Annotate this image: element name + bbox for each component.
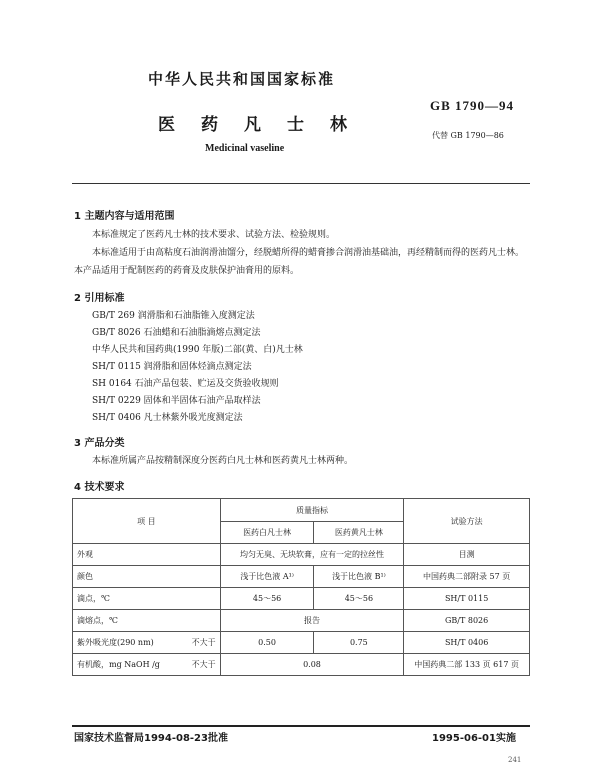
table-row (73, 610, 530, 632)
row-item (73, 654, 221, 676)
row-item: 滴点，℃ (73, 588, 221, 610)
row-method: 中国药典二部 133 页 617 页 (404, 654, 530, 676)
row-item-limit: 不大于 (191, 638, 216, 647)
row-item-label: 有机酸，mg NaOH /g (77, 660, 160, 669)
table-row (73, 544, 530, 566)
section-heading-scope: 1 主题内容与适用范围 (74, 211, 175, 222)
national-standard-heading: 中华人民共和国国家标准 (148, 70, 336, 88)
standard-number: GB 1790—94 (430, 98, 515, 113)
header-quality: 质量指标 (220, 499, 404, 522)
reference-item: GB/T 8026 石油蜡和石油脂滴熔点测定法 (92, 328, 261, 338)
row-item-label: 紫外吸光度(290 nm) (77, 638, 154, 647)
page-number: 241 (508, 756, 522, 764)
reference-item: SH/T 0406 凡士林紫外吸光度测定法 (92, 413, 243, 423)
document-title: 医药凡士林 (158, 115, 373, 135)
technical-requirements-table (72, 498, 530, 676)
replaces-standard: 代替 GB 1790—86 (432, 131, 504, 140)
implementation-date: 1995-06-01实施 (432, 733, 516, 744)
row-value-yellow: 45～56 (314, 588, 404, 610)
row-item: 外观 (73, 544, 221, 566)
row-value-merged: 均匀无臭、无块软膏，应有一定的拉丝性 (220, 544, 404, 566)
row-method: SH/T 0115 (404, 588, 530, 610)
header-white: 医药白凡士林 (220, 522, 314, 544)
english-title: Medicinal vaseline (205, 143, 285, 154)
row-item (73, 632, 221, 654)
row-item: 滴熔点，℃ (73, 610, 221, 632)
reference-item: SH 0164 石油产品包装、贮运及交货验收规则 (92, 379, 279, 389)
row-value-white: 浅于比色液 A¹⁾ (220, 566, 314, 588)
reference-item: GB/T 269 润滑脂和石油脂锥入度测定法 (92, 311, 255, 321)
row-item: 颜色 (73, 566, 221, 588)
row-value-merged: 报告 (220, 610, 404, 632)
paragraph-classification: 本标准所属产品按精制深度分医药白凡士林和医药黄凡士林两种。 (92, 456, 354, 466)
header-item: 项 目 (73, 499, 221, 544)
table-row (73, 588, 530, 610)
paragraph-scope-2: 本标准适用于由高粘度石油润滑油馏分，经脱蜡所得的蜡膏掺合润滑油基础油，再经精制而得的医药凡士林。本产品适用于配制医药的药膏及皮肤保护油膏用的原料。 (74, 248, 525, 276)
row-value-yellow: 浅于比色液 B¹⁾ (314, 566, 404, 588)
reference-item: 中华人民共和国药典(1990 年版)二部(黄、白)凡士林 (92, 345, 303, 355)
approval-text: 国家技术监督局1994-08-23批准 (74, 733, 228, 744)
table-row (73, 654, 530, 676)
row-value-yellow: 0.75 (314, 632, 404, 654)
header-rule (72, 183, 530, 184)
section-heading-classification: 3 产品分类 (74, 438, 125, 449)
section-heading-references: 2 引用标准 (74, 293, 125, 304)
section-heading-requirements: 4 技术要求 (74, 482, 125, 493)
paragraph-scope-1: 本标准规定了医药凡士林的技术要求、试验方法、检验规则。 (92, 230, 336, 240)
reference-item: SH/T 0229 固体和半固体石油产品取样法 (92, 396, 261, 406)
row-value-white: 45～56 (220, 588, 314, 610)
row-item-limit: 不大于 (191, 660, 216, 669)
row-value-white: 0.50 (220, 632, 314, 654)
row-value-merged: 0.08 (220, 654, 404, 676)
header-method: 试验方法 (404, 499, 530, 544)
row-method: SH/T 0406 (404, 632, 530, 654)
header-yellow: 医药黄凡士林 (314, 522, 404, 544)
table-row (73, 632, 530, 654)
row-method: 中国药典二部附录 57 页 (404, 566, 530, 588)
table-row (73, 566, 530, 588)
footer-rule (72, 725, 530, 727)
row-method: 目测 (404, 544, 530, 566)
reference-item: SH/T 0115 润滑脂和固体烃滴点测定法 (92, 362, 252, 372)
row-method: GB/T 8026 (404, 610, 530, 632)
